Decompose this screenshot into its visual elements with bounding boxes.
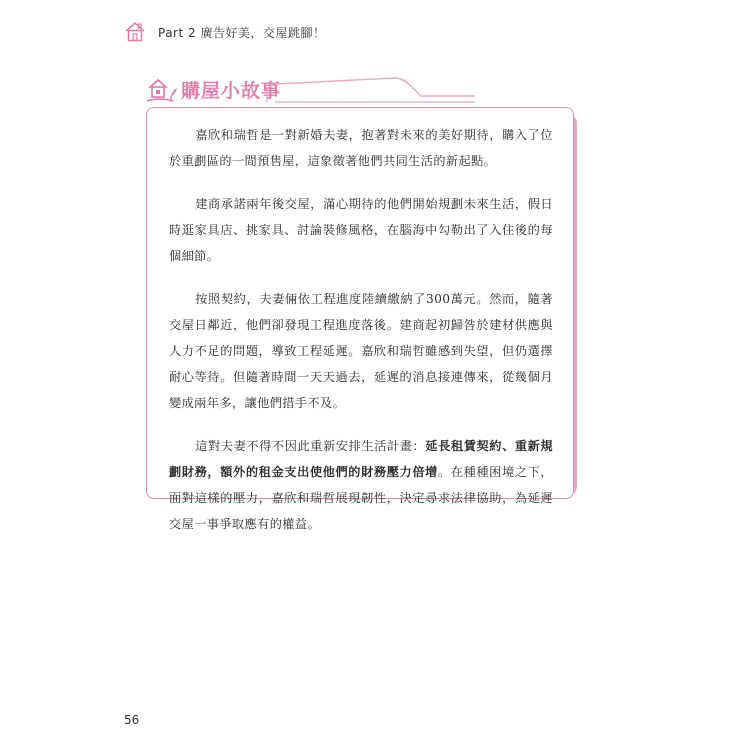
story-paragraph-4-emphasis: 延長租賃契約、重新規劃財務，額外的租金支出使他們的財務壓力倍增	[169, 439, 554, 479]
section-title: 購屋小故事	[181, 80, 282, 102]
story-paragraph-2: 建商承諾兩年後交屋，滿心期待的他們開始規劃未來生活，假日時逛家具店、挑家具、討論裝修風格，在腦海中勾勒出了入住後的每個細節。	[169, 197, 553, 263]
story-paragraph-4-tail: 。在種種困境之下，面對這樣的壓力，嘉欣和瑞哲展現韌性，決定尋求法律協助，為延遲交屋一事爭取應有的權益。	[169, 465, 553, 531]
section-heading	[145, 74, 335, 104]
chapter-header-text: Part 2 廣告好美，交屋跳腳！	[158, 25, 326, 40]
story-paragraph-4	[169, 433, 553, 537]
story-card	[146, 107, 574, 531]
running-header	[124, 18, 325, 46]
roof-outline-decoration	[265, 74, 477, 106]
story-paragraph-4-lead: 這對夫妻不得不因此重新安排生活計畫：	[195, 439, 426, 453]
story-paragraph-1: 嘉欣和瑞哲是一對新婚夫妻，抱著對未來的美好期待，購入了位於重劃區的一間預售屋，這象徵著他們共同生活的新起點。	[169, 128, 553, 168]
story-paragraph-3: 按照契約，夫妻倆依工程進度陸續繳納了300萬元。然而，隨著交屋日鄰近，他們卻發現工程進度落後。建商起初歸咎於建材供應與人力不足的問題，導致工程延遲。嘉欣和瑞哲雖感到失望，但仍選擇耐心等待。但隨著時間一天天過去，延遲的消息接連傳來，從幾個月變成兩年多，讓他們措手不及。	[169, 292, 553, 410]
page-number: 56	[124, 713, 140, 727]
house-icon	[124, 21, 146, 43]
house-plant-icon	[145, 74, 181, 104]
